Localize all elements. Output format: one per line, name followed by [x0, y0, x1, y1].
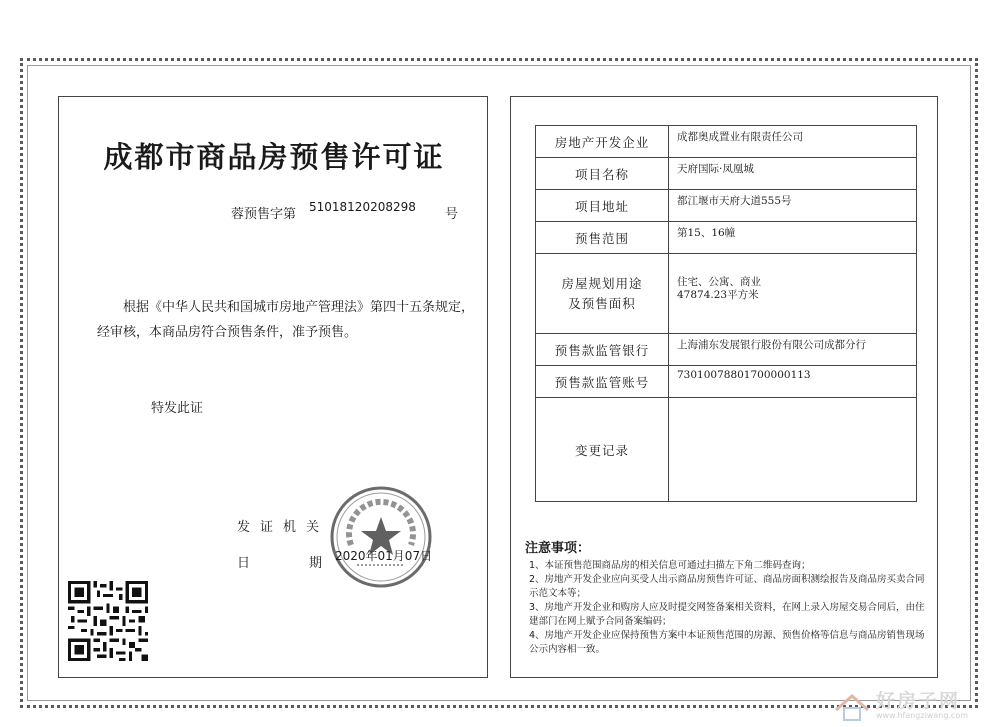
field-label: 项目地址 — [536, 190, 669, 222]
watermark-url: www.hfangziwang.com — [876, 711, 969, 720]
notice-item: 2、房地产开发企业应向买受人出示商品房预售许可证、商品房面积测绘报告及商品房买卖合同示范文本等； — [529, 574, 925, 599]
field-label: 房地产开发企业 — [536, 126, 669, 158]
certificate-title: 成都市商品房预售许可证 — [103, 140, 445, 174]
qr-code-icon — [68, 581, 148, 661]
issuer-label: 发证机关 — [237, 520, 330, 535]
field-label: 房屋规划用途 及预售面积 — [536, 254, 669, 334]
permit-number: 51018120208298 — [309, 200, 416, 214]
permit-suffix: 号 — [445, 207, 459, 222]
field-label: 预售范围 — [536, 222, 669, 254]
notice-title: 注意事项： — [525, 541, 591, 556]
certificate-right-panel — [510, 96, 938, 678]
permit-prefix: 蓉预售字第 — [231, 207, 297, 222]
field-value: 住宅、公寓、商业 47874.23平方米 — [669, 254, 917, 334]
field-label: 变更记录 — [536, 398, 669, 502]
official-seal — [329, 485, 433, 589]
field-value: 都江堰市天府大道555号 — [669, 190, 917, 222]
table-row — [536, 334, 917, 366]
project-details-table — [535, 125, 917, 502]
field-value: 成都奥成置业有限责任公司 — [669, 126, 917, 158]
field-value: 73010078801700000113 — [669, 366, 917, 398]
field-value: 天府国际·凤凰城 — [669, 158, 917, 190]
field-value: 上海浦东发展银行股份有限公司成都分行 — [669, 334, 917, 366]
field-value: 第15、16幢 — [669, 222, 917, 254]
table-row — [536, 254, 917, 334]
table-row — [536, 190, 917, 222]
notice-section — [525, 537, 925, 657]
table-row — [536, 398, 917, 502]
notice-item: 3、房地产开发企业和购房人应及时提交网签备案相关资料，在网上录入房屋交易合同后，由住建部门在网上赋予合同备案编码； — [529, 602, 925, 627]
table-row — [536, 126, 917, 158]
notice-item: 4、房地产开发企业应保持预售方案中本证预售范围的房源、预售价格等信息与商品房销售现场公示内容相一致。 — [529, 630, 925, 655]
table-row — [536, 222, 917, 254]
field-label: 预售款监管银行 — [536, 334, 669, 366]
field-label: 项目名称 — [536, 158, 669, 190]
special-notice: 特发此证 — [151, 401, 204, 416]
watermark-site-name: 好房子网 — [876, 690, 961, 712]
field-label: 预售款监管账号 — [536, 366, 669, 398]
certificate-body-text: 根据《中华人民共和国城市房地产管理法》第四十五条规定，经审核，本商品房符合预售条件，准予预售。 — [97, 300, 475, 340]
date-label-char-1: 日 — [237, 556, 251, 571]
date-label-char-2: 期 — [309, 556, 323, 571]
certificate-left-panel — [58, 96, 488, 678]
field-value — [669, 398, 917, 502]
table-row — [536, 158, 917, 190]
notice-item: 1、本证预售范围商品房的相关信息可通过扫描左下角二维码查询； — [529, 560, 811, 571]
issue-date: 2020年01月07日 — [335, 549, 433, 563]
table-row — [536, 366, 917, 398]
